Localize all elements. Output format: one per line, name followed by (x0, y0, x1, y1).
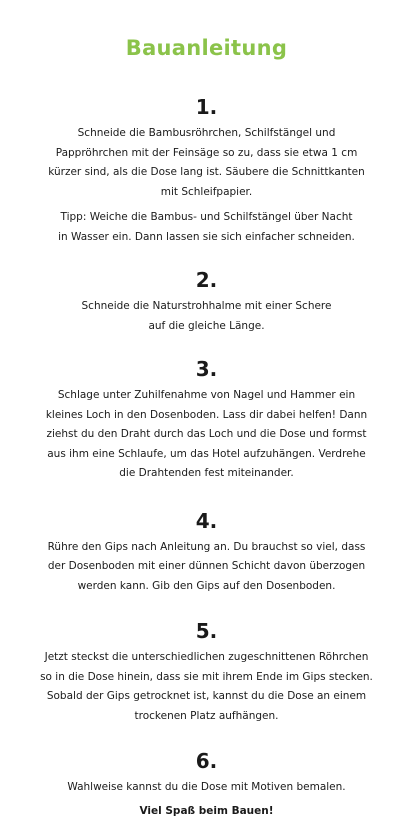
step-text: Jetzt steckst die unterschiedlichen zugeschnittenen Röhrchen so in die Dose hinein, dass sie mit ihrem Ende im Gips stecken. Sobald der Gips getrocknet ist, kannst du die Dose an einem trockenen Platz aufhängen. (40, 651, 373, 722)
step-2 (24, 269, 389, 336)
step-number: 4. (195, 508, 218, 533)
step-text: Schlage unter Zuhilfenahme von Nagel und Hammer ein kleines Loch in den Dosenboden. Lass dir dabei helfen! Dann ziehst du den Draht durch das Loch und die Dose und formst aus ihm eine Schlaufe, um das Hotel aufzuhängen. Verdrehe die Drahtenden fest miteinander. (45, 389, 368, 479)
step-6 (24, 750, 389, 798)
step-text: Rühre den Gips nach Anleitung an. Du brauchst so viel, dass der Dosenboden mit einer dünnen Schicht davon überzogen werden kann. Gib den Gips auf den Dosenboden. (47, 540, 366, 592)
step-4 (24, 510, 389, 597)
step-5 (24, 620, 389, 726)
step-tip: Tipp: Weiche die Bambus- und Schilfstängel über Nacht in Wasser ein. Dann lassen sie sich einfacher schneiden. (58, 211, 355, 243)
step-number: 5. (195, 619, 218, 643)
step-text: Wahlweise kannst du die Dose mit Motiven bemalen. (67, 781, 346, 793)
closing-note: Viel Spaß beim Bauen! (139, 804, 274, 817)
step-text: Schneide die Bambusröhrchen, Schilfstängel und Pappröhrchen mit der Feinsäge so zu, dass sie etwa 1 cm kürzer sind, als die Dose lang ist. Säubere die Schnittkanten mit Schleifpapier. (48, 127, 365, 198)
step-number: 2. (195, 268, 218, 292)
step-number: 6. (195, 749, 218, 773)
step-1 (24, 96, 389, 247)
step-number: 1. (195, 95, 218, 119)
step-number: 3. (195, 357, 218, 381)
page-title: Bauanleitung (125, 36, 288, 60)
step-text: Schneide die Naturstrohhalme mit einer Schere auf die gleiche Länge. (81, 300, 332, 332)
step-3 (24, 358, 389, 484)
